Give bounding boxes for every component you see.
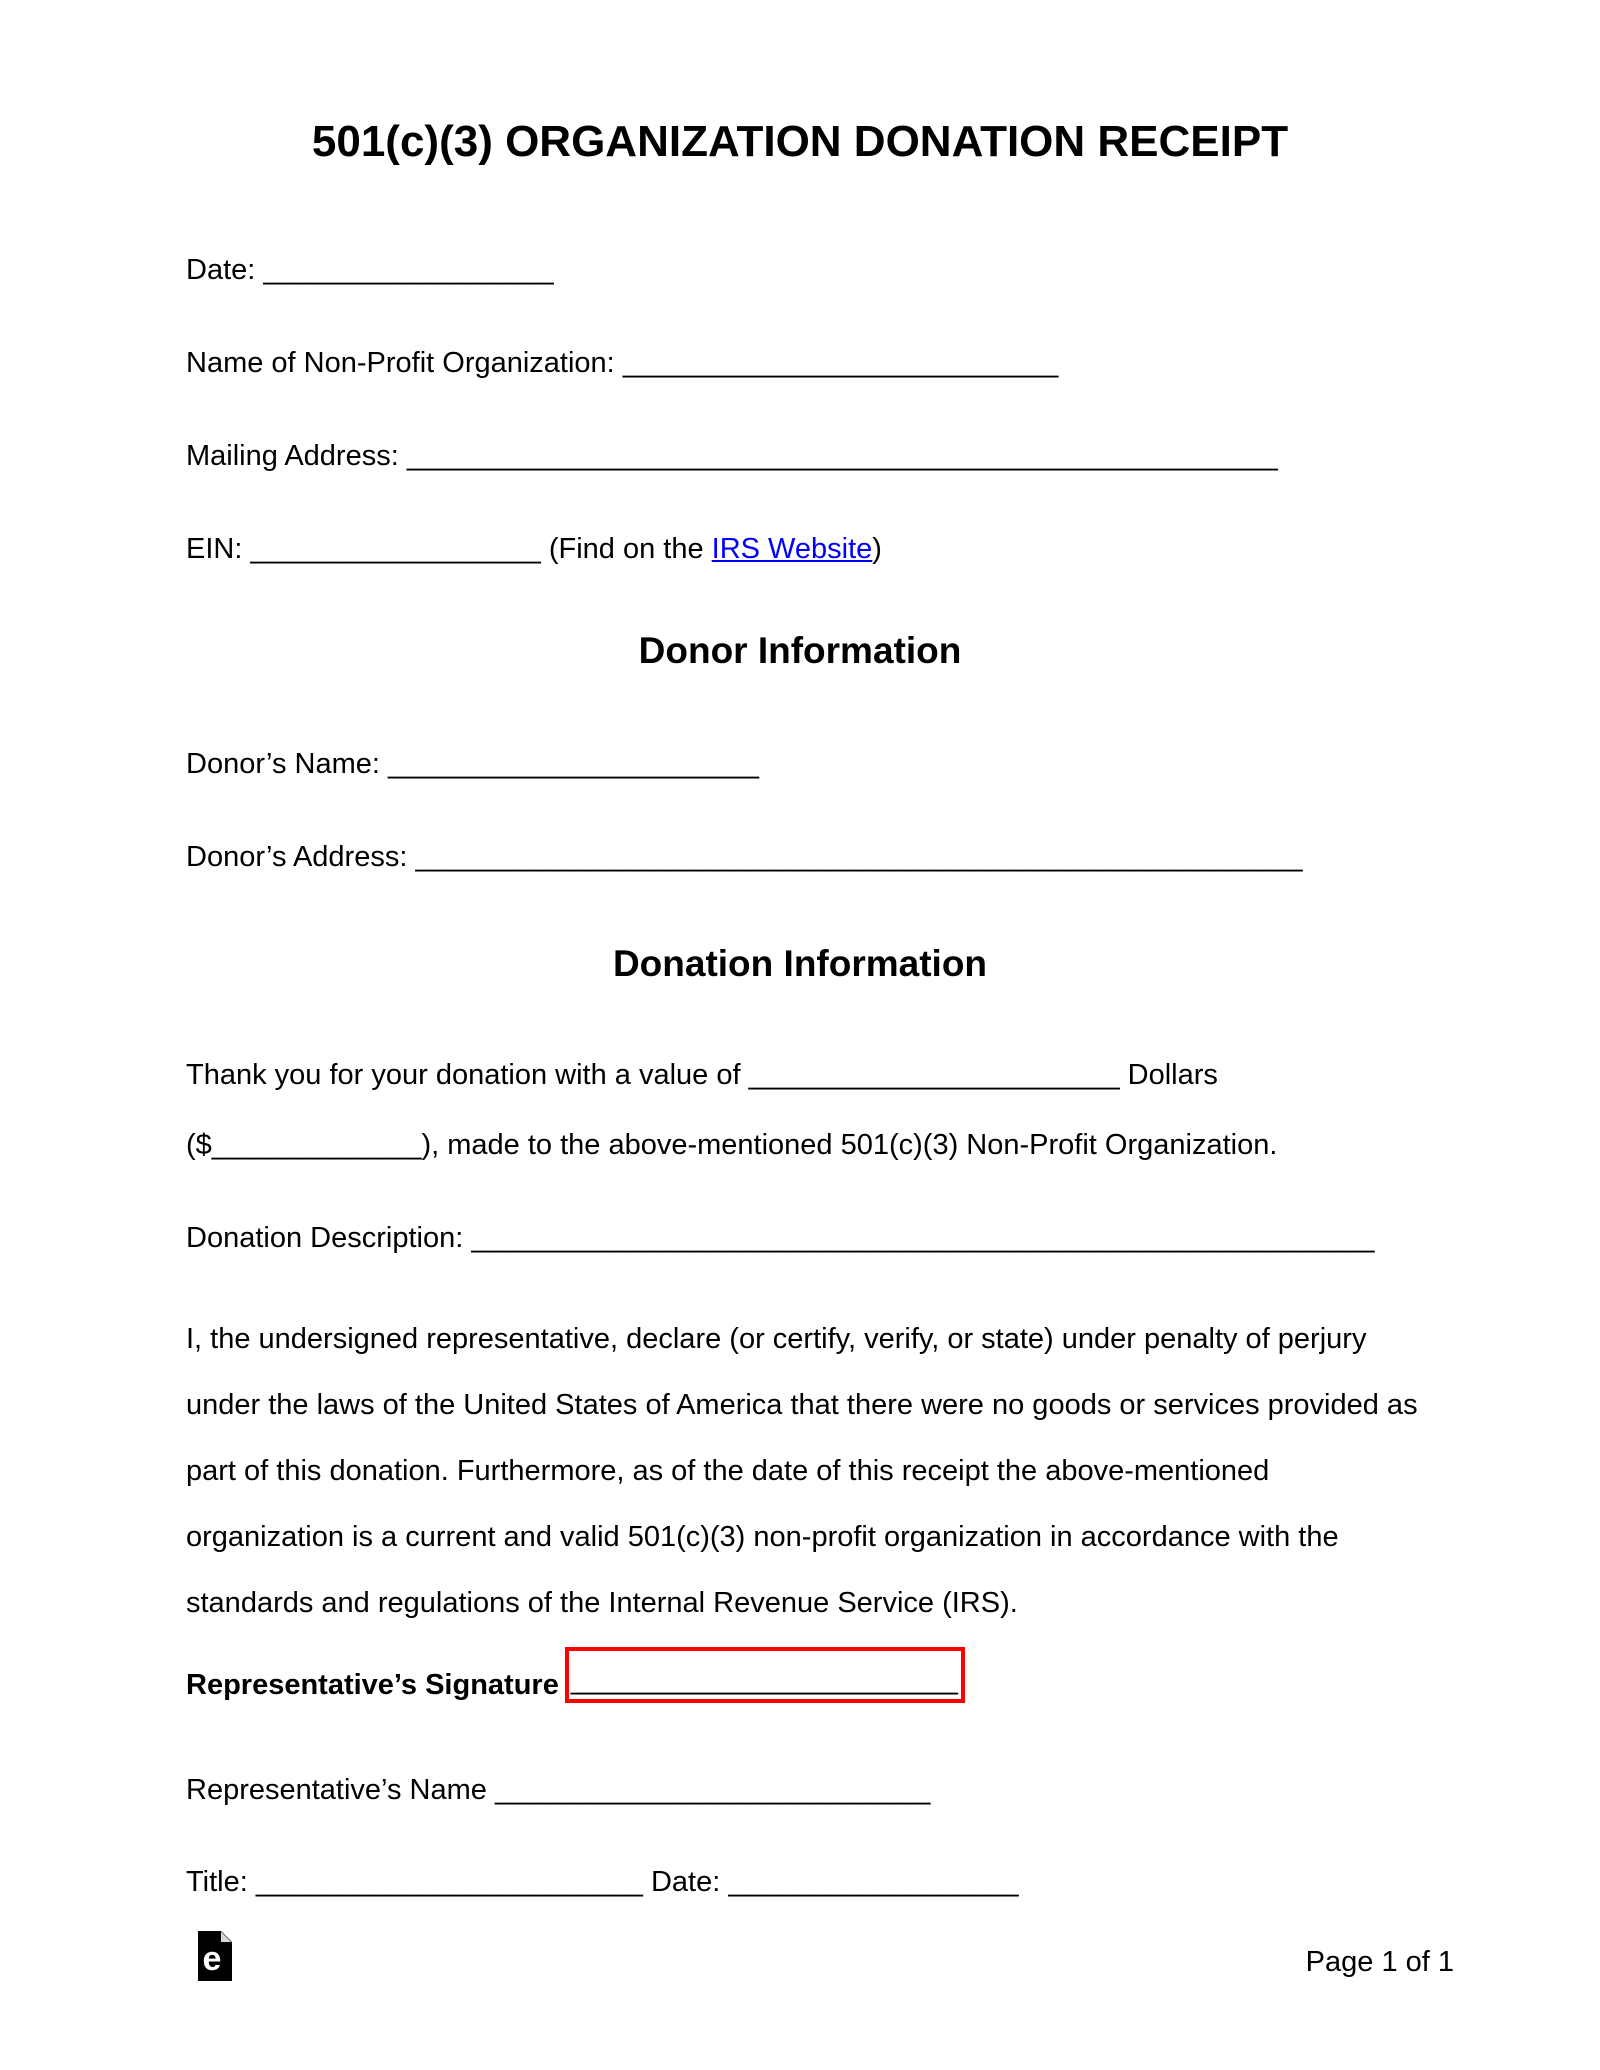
donation-value-prefix: Thank you for your donation with a value of: [186, 1059, 749, 1091]
representative-signature-box[interactable]: [565, 1647, 965, 1703]
date-label: Date:: [186, 254, 264, 286]
donation-information-heading: Donation Information: [612, 943, 988, 984]
representative-signature-row: [186, 1647, 1414, 1703]
nonprofit-name-label: Name of Non-Profit Organization:: [186, 347, 623, 379]
donor-information-heading: Donor Information: [638, 630, 962, 671]
donation-amount-field-line[interactable]: _____________: [211, 1129, 422, 1161]
eforms-logo-icon: [198, 1931, 232, 1989]
mailing-address-field-line[interactable]: ______________________________________________________: [406, 440, 1278, 472]
donor-name-label: Donor’s Name:: [186, 748, 389, 780]
donation-value-row: [186, 1057, 1414, 1093]
irs-website-link[interactable]: IRS Website: [711, 533, 873, 565]
declaration-line: under the laws of the United States of America that there were no goods or services provided as: [186, 1389, 1418, 1421]
donation-description-field-line[interactable]: ________________________________________________________: [471, 1222, 1375, 1254]
mailing-address-row: [186, 438, 1414, 474]
page-title: 501(c)(3) ORGANIZATION DONATION RECEIPT: [311, 117, 1289, 166]
donor-address-label: Donor’s Address:: [186, 841, 416, 873]
eforms-logo-letter: e: [202, 1940, 222, 1978]
donor-name-row: [186, 746, 1414, 782]
representative-title-label: Title:: [186, 1866, 256, 1898]
representative-name-label: Representative’s Name: [186, 1774, 495, 1806]
mailing-address-label: Mailing Address:: [186, 440, 407, 472]
donation-amount-row: [186, 1127, 1414, 1163]
declaration-line: part of this donation. Furthermore, as of the date of this receipt the above-mentioned: [186, 1455, 1270, 1487]
donation-value-field-line[interactable]: _______________________: [748, 1059, 1120, 1091]
ein-label: EIN:: [186, 533, 251, 565]
declaration-line: organization is a current and valid 501(c)(3) non-profit organization in accordance with the: [186, 1521, 1339, 1553]
declaration-paragraph: [186, 1306, 1418, 1636]
donation-value-suffix: Dollars: [1119, 1059, 1218, 1091]
date-row: [186, 252, 1414, 288]
ein-field-line[interactable]: __________________: [250, 533, 541, 565]
ein-row: [186, 531, 1414, 567]
ein-note-suffix: ): [872, 533, 882, 565]
donor-name-field-line[interactable]: _______________________: [388, 748, 759, 780]
donation-description-label: Donation Description:: [186, 1222, 472, 1254]
representative-title-field-line[interactable]: ________________________: [255, 1866, 643, 1898]
nonprofit-name-row: [186, 345, 1414, 381]
representative-signature-field-line[interactable]: ________________________: [570, 1664, 958, 1696]
donation-description-row: [186, 1220, 1414, 1256]
declaration-line: I, the undersigned representative, declare (or certify, verify, or state) under penalty of perjury: [186, 1323, 1367, 1355]
representative-name-row: [186, 1772, 1414, 1808]
signature-date-field-line[interactable]: __________________: [728, 1866, 1019, 1898]
page-number: Page 1 of 1: [1305, 1946, 1454, 1978]
ein-note-prefix: (Find on the: [540, 533, 712, 565]
declaration-line: standards and regulations of the Internal Revenue Service (IRS).: [186, 1587, 1018, 1619]
donation-amount-prefix: ($: [186, 1129, 212, 1161]
date-field-line[interactable]: __________________: [263, 254, 554, 286]
donor-address-field-line[interactable]: _______________________________________________________: [415, 841, 1303, 873]
representative-name-field-line[interactable]: ___________________________: [494, 1774, 931, 1806]
donor-address-row: [186, 839, 1414, 875]
donation-amount-suffix: ), made to the above-mentioned 501(c)(3) Non-Profit Organization.: [421, 1129, 1278, 1161]
representative-signature-label: Representative’s Signature: [186, 1669, 559, 1701]
nonprofit-name-field-line[interactable]: ___________________________: [622, 347, 1059, 379]
signature-date-label: Date:: [642, 1866, 729, 1898]
title-and-date-row: [186, 1864, 1414, 1900]
